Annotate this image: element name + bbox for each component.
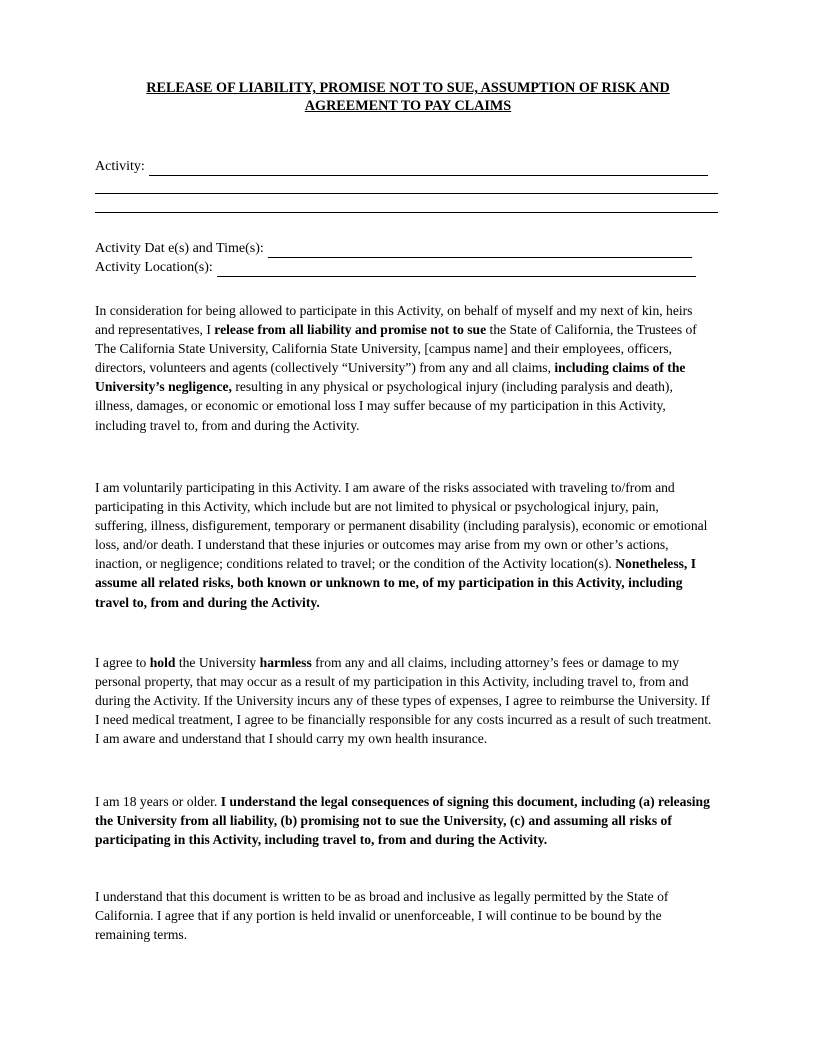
release-text-1: In consideration for being allowed to participate in this Activity, on behalf of myself and my next of kin, heirs and representatives, I [95, 303, 693, 338]
severability-paragraph [95, 887, 712, 944]
title-line-2: AGREEMENT TO PAY CLAIMS [304, 98, 512, 114]
date-time-field [95, 240, 692, 258]
activity-label: Activity: [95, 159, 145, 174]
date-time-input-line[interactable] [268, 244, 692, 258]
release-text-2: the State of California, the Trustees of The California State University, California State University, [campus name] and their employees, officers, directors, volunteers and agents (collectively “University”) from any and all claims, [95, 322, 697, 376]
activity-extra-line-1[interactable] [95, 193, 718, 194]
ack-bold-1: I understand the legal consequences of signing this document, including (a) releasing the University from all liability, (b) promising not to sue the University, (c) and assuming all risks of participating in this Activity, including travel to, from and during the Activity. [95, 794, 710, 848]
hold-harmless-paragraph [95, 653, 712, 748]
harmless-text-3: from any and all claims, including attorney’s fees or damage to my personal property, that may occur as a result of my participation in this Activity, including travel to, from and during the Activity. If the University incurs any of these types of expenses, I agree to reimburse the University. If I need medical treatment, I agree to be financially responsible for any costs incurred as a result of such treatment. I am aware and understand that I should carry my own health insurance. [95, 655, 712, 747]
risk-text-1: I am voluntarily participating in this Activity. I am aware of the risks associated with traveling to/from and participating in this Activity, which include but are not limited to physical or psychological injury, pain, suffering, illness, disfigurement, temporary or permanent disability (including paralysis), economic or emotional loss, and/or death. I understand that these injuries or outcomes may arise from my own or other’s actions, inaction, or negligence; conditions related to travel; or the condition of the Activity location(s). [95, 480, 708, 572]
activity-input-line[interactable] [149, 162, 708, 176]
release-paragraph [95, 301, 712, 435]
location-label: Activity Location(s): [95, 260, 213, 275]
harmless-bold-2: harmless [259, 655, 312, 670]
activity-extra-line-2[interactable] [95, 212, 718, 213]
release-text-3: resulting in any physical or psychological injury (including paralysis and death), illness, damages, or economic or emotional loss I may suffer because of my participation in this Activity, including travel to, from and during the Activity. [95, 379, 673, 433]
harmless-text-1: I agree to [95, 655, 150, 670]
acknowledgement-paragraph [95, 792, 712, 849]
release-bold-1: release from all liability and promise not to sue [214, 322, 487, 338]
document-title [90, 79, 726, 115]
activity-field [95, 158, 708, 176]
risk-bold-1: Nonetheless, I assume all related risks, both known or unknown to me, of my participation in this Activity, including travel to, from and during the Activity. [95, 556, 697, 610]
severability-text: I understand that this document is written to be as broad and inclusive as legally permitted by the State of California. I agree that if any portion is held invalid or unenforceable, I will continue to be bound by the remaining terms. [95, 889, 669, 943]
location-field [95, 259, 696, 277]
harmless-text-2: the University [175, 655, 260, 670]
location-input-line[interactable] [217, 263, 696, 277]
harmless-bold-1: hold [149, 655, 176, 670]
ack-text-1: I am 18 years or older. [95, 794, 221, 809]
assumption-of-risk-paragraph [95, 478, 712, 612]
date-time-label: Activity Dat e(s) and Time(s): [95, 241, 264, 256]
release-bold-2: including claims of the University’s negligence, [95, 360, 686, 395]
title-line-1: RELEASE OF LIABILITY, PROMISE NOT TO SUE, ASSUMPTION OF RISK AND [146, 80, 670, 96]
